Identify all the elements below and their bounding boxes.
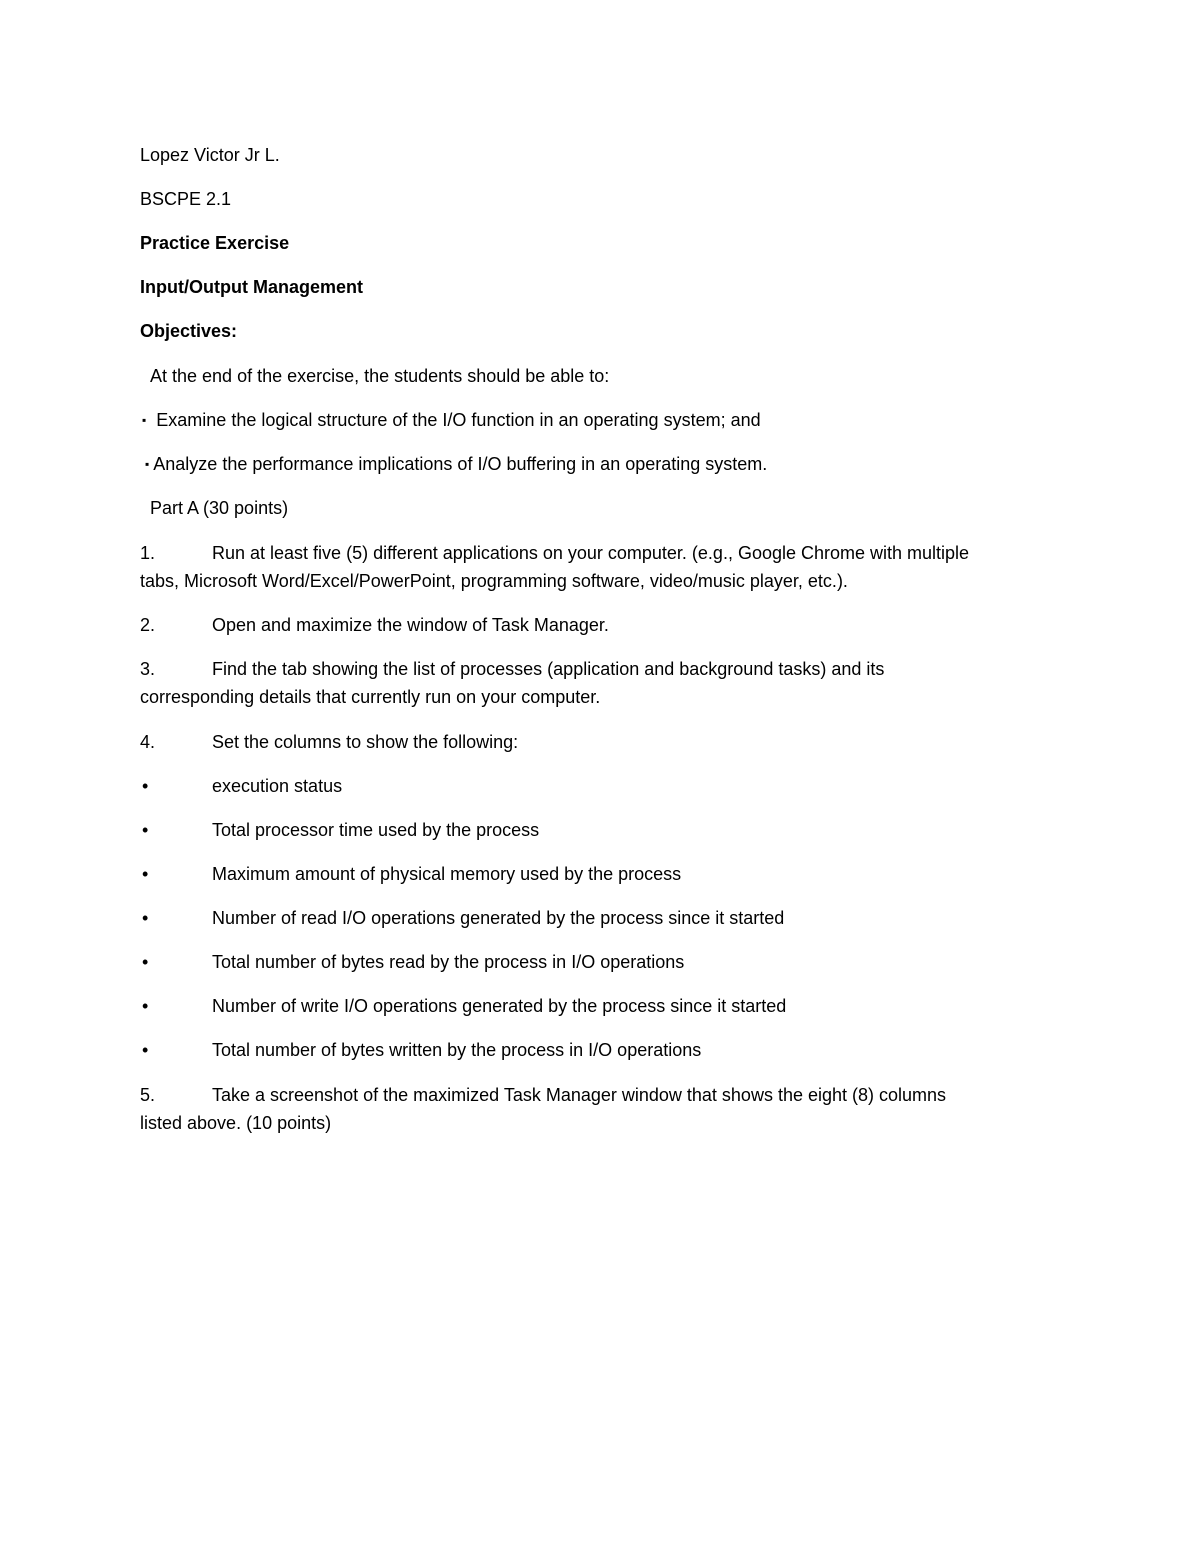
document-subtitle: Input/Output Management	[140, 277, 363, 297]
column-item: Total processor time used by the process	[212, 820, 540, 840]
step-text-continued: listed above. (10 points)	[140, 1113, 332, 1133]
column-item: Total number of bytes written by the process in I/O operations	[212, 1040, 702, 1060]
round-bullet-icon: •	[142, 952, 149, 972]
step-text: Set the columns to show the following:	[212, 732, 519, 752]
step-text: Run at least five (5) different applications on your computer. (e.g., Google Chrome with multiple	[212, 543, 970, 563]
step-text: Open and maximize the window of Task Manager.	[212, 615, 609, 635]
round-bullet-icon: •	[142, 908, 149, 928]
round-bullet-icon: •	[142, 820, 149, 840]
square-bullet-icon: ▪	[145, 457, 150, 471]
round-bullet-icon: •	[142, 996, 149, 1016]
student-section: BSCPE 2.1	[140, 189, 232, 209]
objective-text: Examine the logical structure of the I/O function in an operating system; and	[156, 410, 761, 430]
objectives-heading: Objectives:	[140, 321, 238, 341]
objective-item	[145, 450, 767, 478]
step-text-continued: tabs, Microsoft Word/Excel/PowerPoint, programming software, video/music player, etc.).	[140, 571, 848, 591]
step-number: 4.	[140, 732, 156, 752]
column-item: Number of write I/O operations generated by the process since it started	[212, 996, 787, 1016]
step-number: 3.	[140, 659, 156, 679]
student-name: Lopez Victor Jr L.	[140, 145, 280, 165]
square-bullet-icon: ▪	[142, 413, 147, 427]
step-text: Find the tab showing the list of processes (application and background tasks) and its	[212, 659, 885, 679]
step-text: Take a screenshot of the maximized Task Manager window that shows the eight (8) columns	[212, 1085, 947, 1105]
document-title: Practice Exercise	[140, 233, 290, 253]
round-bullet-icon: •	[142, 1040, 149, 1060]
part-a-heading: Part A (30 points)	[150, 498, 289, 518]
column-item: Number of read I/O operations generated by the process since it started	[212, 908, 785, 928]
column-item: Maximum amount of physical memory used by the process	[212, 864, 682, 884]
step-number: 1.	[140, 543, 156, 563]
column-item: execution status	[212, 776, 343, 796]
objective-text: Analyze the performance implications of I/O buffering in an operating system.	[153, 454, 768, 474]
step-number: 5.	[140, 1085, 156, 1105]
column-item: Total number of bytes read by the process in I/O operations	[212, 952, 685, 972]
round-bullet-icon: •	[142, 776, 149, 796]
objective-item	[142, 406, 761, 434]
round-bullet-icon: •	[142, 864, 149, 884]
step-number: 2.	[140, 615, 156, 635]
objectives-intro: At the end of the exercise, the students should be able to:	[150, 366, 610, 386]
step-text-continued: corresponding details that currently run on your computer.	[140, 687, 601, 707]
